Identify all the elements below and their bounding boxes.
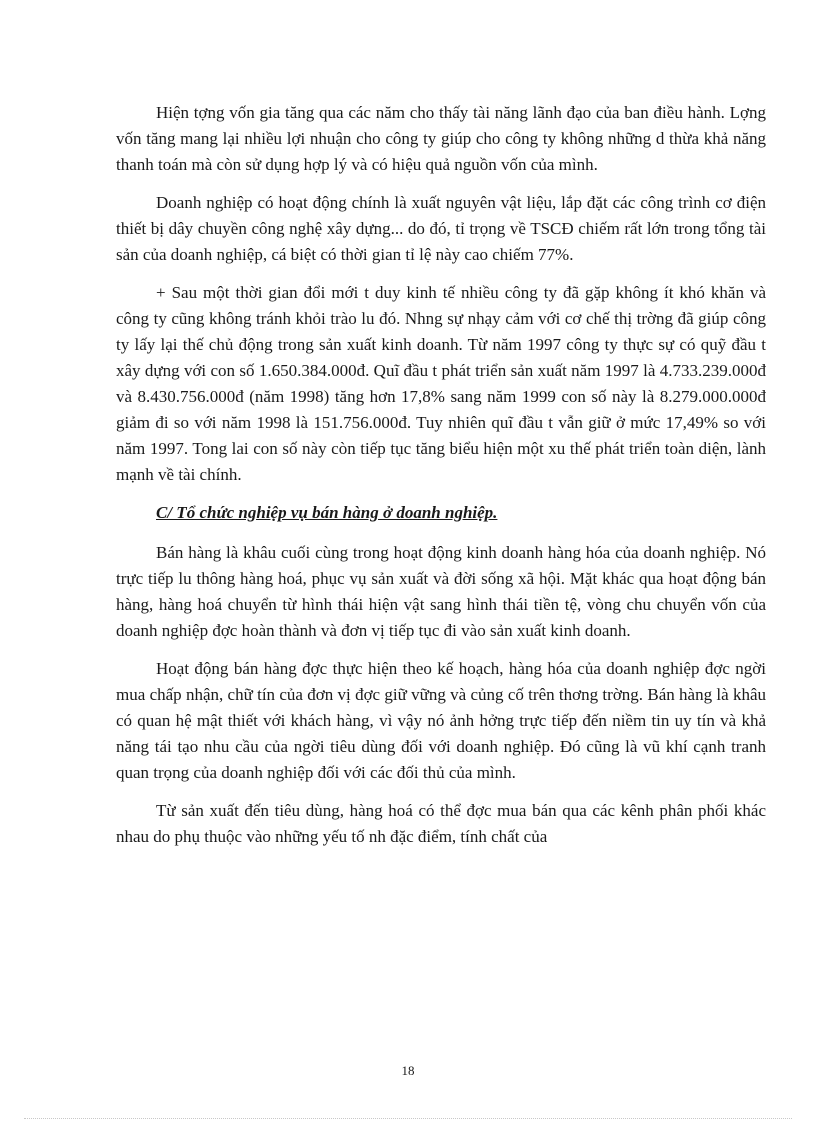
paragraph-capital-growth: Hiện tợng vốn gia tăng qua các năm cho thấy tài năng lãnh đạo của ban điều hành. Lợng vốn tăng mang lại nhiều lợi nhuận cho công ty giúp cho công ty không những d thừa khả năng thanh toán mà còn sử dụng hợp lý và có hiệu quả nguồn vốn của mình. — [116, 103, 766, 174]
document-body — [116, 100, 766, 862]
footer-divider — [24, 1118, 792, 1119]
paragraph-distribution: Từ sản xuất đến tiêu dùng, hàng hoá có thể đợc mua bán qua các kênh phân phối khác nhau do phụ thuộc vào những yếu tố nh đặc điểm, tính chất của — [116, 801, 766, 846]
paragraph-sales-role: Bán hàng là khâu cuối cùng trong hoạt động kinh doanh hàng hóa của doanh nghiệp. Nó trực tiếp lu thông hàng hoá, phục vụ sản xuất và đời sống xã hội. Mặt khác qua hoạt động bán hàng, hàng hoá chuyển từ hình thái hiện vật sang hình thái tiền tệ, vòng chu chuyển vốn của doanh nghiệp đợc hoàn thành và đơn vị tiếp tục đi vào sản xuất kinh doanh. — [116, 543, 766, 640]
page-number: 18 — [401, 1063, 415, 1078]
paragraph-sales-activity: Hoạt động bán hàng đợc thực hiện theo kế hoạch, hàng hóa của doanh nghiệp đợc ngời mua chấp nhận, chữ tín của đơn vị đợc giữ vững và củng cố trên thơng trờng. Bán hàng là khâu có quan hệ mật thiết với khách hàng, vì vậy nó ảnh hởng trực tiếp đến niềm tin uy tín và khả năng tái tạo nhu cầu của ngời tiêu dùng đối với doanh nghiệp. Đó cũng là vũ khí cạnh tranh quan trọng của doanh nghiệp đối với các đối thủ của mình. — [116, 659, 766, 782]
paragraph-fixed-assets: Doanh nghiệp có hoạt động chính là xuất nguyên vật liệu, lắp đặt các công trình cơ điện thiết bị dây chuyền công nghệ xây dựng... do đó, tỉ trọng về TSCĐ chiếm rất lớn trong tổng tài sản của doanh nghiệp, cá biệt có thời gian tỉ lệ này cao chiếm 77%. — [116, 193, 766, 264]
paragraph-investment-fund: + Sau một thời gian đổi mới t duy kinh tế nhiều công ty đã gặp không ít khó khăn và công ty cũng không tránh khỏi trào lu đó. Nhng sự nhạy cảm với cơ chế thị trờng đã giúp công ty lấy lại thế chủ động trong sản xuất kinh doanh. Từ năm 1997 công ty thực sự có quỹ đầu t xây dựng với con số 1.650.384.000đ. Quĩ đầu t phát triển sản xuất năm 1997 là 4.733.239.000đ và 8.430.756.000đ (năm 1998) tăng hơn 17,8% sang năm 1999 con số này là 8.279.000.000đ giảm đi so với năm 1998 là 151.756.000đ. Tuy nhiên quĩ đầu t vẫn giữ ở mức 17,49% so với năm 1997. Tong lai con số này còn tiếp tục tăng biểu hiện một xu thế phát triển toàn diện, lành mạnh về tài chính. — [116, 283, 766, 484]
section-heading: C/ Tổ chức nghiệp vụ bán hàng ở doanh nghiệp. — [156, 503, 498, 522]
